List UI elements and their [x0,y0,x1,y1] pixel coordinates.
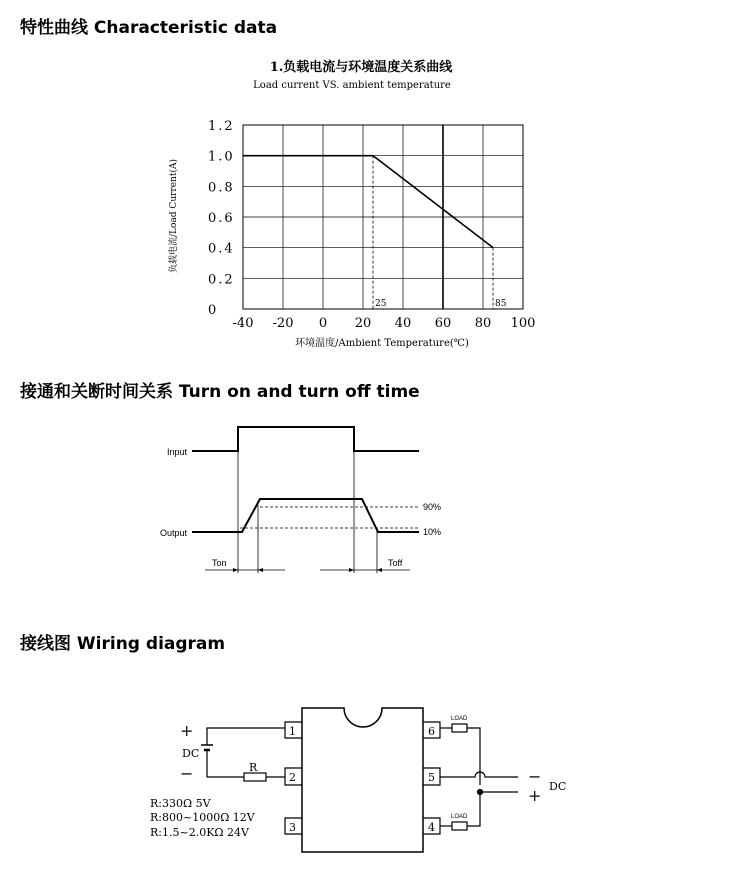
load-bottom [452,822,467,830]
x-tick-label: -40 [232,316,254,331]
load-top [452,724,467,732]
resistor-note-12v: R:800~1000Ω 12V [150,811,255,824]
x-axis-label: 环境温度/Ambient Temperature(℃) [295,338,469,349]
input-waveform [192,427,419,451]
y-tick-label: 0.6 [208,211,235,226]
section-title-characteristic: 特性曲线 Characteristic data [20,18,278,38]
chart-subtitle: Load current VS. ambient temperature [253,80,451,91]
y-axis-label: 负载电流/Load Current(A) [169,159,179,273]
x-tick-label: 40 [394,316,412,331]
resistor-note-24v: R:1.5~2.0KΩ 24V [150,826,249,839]
section-title-timing: 接通和关断时间关系 Turn on and turn off time [20,382,420,402]
dc-right-plus-sign: + [528,786,542,805]
label-90: 90% [423,502,442,512]
wire-load-bottom-to-node [467,793,480,826]
dc-minus-sign: − [180,764,194,783]
x-tick-label: 60 [434,316,452,331]
chart-series [243,156,493,248]
load-current-line [243,156,493,248]
annotation-25: 25 [375,299,387,309]
pin-6-label: 6 [428,725,435,738]
output-waveform [192,499,419,532]
resistor-label: R [249,761,258,774]
dc-source-label: DC [182,747,200,760]
x-tick-label: 100 [510,316,536,331]
pin-2-label: 2 [289,771,296,784]
wiring-diagram [150,708,566,852]
wire-battery-to-resistor [207,750,244,777]
resistor-note-5v: R:330Ω 5V [150,797,211,810]
x-tick-label: 0 [318,316,328,331]
pin-5-label: 5 [428,771,435,784]
output-label: Output [159,528,187,538]
resistor-r [244,773,266,781]
chart-guide-lines [373,156,493,309]
y-tick-label: 1.0 [208,149,235,165]
x-tick-labels [233,316,536,331]
load-top-label: LOAD [451,716,468,722]
section-title-wiring: 接线图 Wiring diagram [20,634,226,654]
x-tick-label: -20 [272,316,294,331]
label-10: 10% [423,527,442,537]
x-tick-label: 20 [354,316,372,331]
ton-label: Ton [212,558,227,568]
dc-plus-sign: + [180,721,194,740]
wire-pin5-to-dc-minus [440,772,518,777]
chart-title: 1.负载电流与环境温度关系曲线 [269,60,453,75]
y-tick-label: 0.2 [208,272,235,288]
x-tick-label: 80 [474,316,492,331]
load-bottom-label: LOAD [451,814,468,820]
pin-4-label: 4 [428,821,435,834]
annotation-85: 85 [495,299,507,309]
input-label: Input [166,447,187,457]
package-body [302,708,423,852]
chart-grid [243,125,523,309]
y-tick-label: 1.2 [208,119,235,134]
toff-label: Toff [388,558,403,568]
characteristic-chart [167,59,535,349]
dc-right-label: DC [549,780,567,793]
pin-1-label: 1 [289,725,296,738]
wire-pin1-to-battery [207,728,285,745]
dc-right-minus-sign: − [528,767,542,786]
y-tick-labels [208,119,235,318]
y-tick-label: 0.8 [208,180,235,196]
y-tick-label: 0.4 [208,241,235,257]
y-tick-label: 0 [208,303,219,318]
timing-diagram [160,427,441,573]
pin-3-label: 3 [289,821,296,834]
